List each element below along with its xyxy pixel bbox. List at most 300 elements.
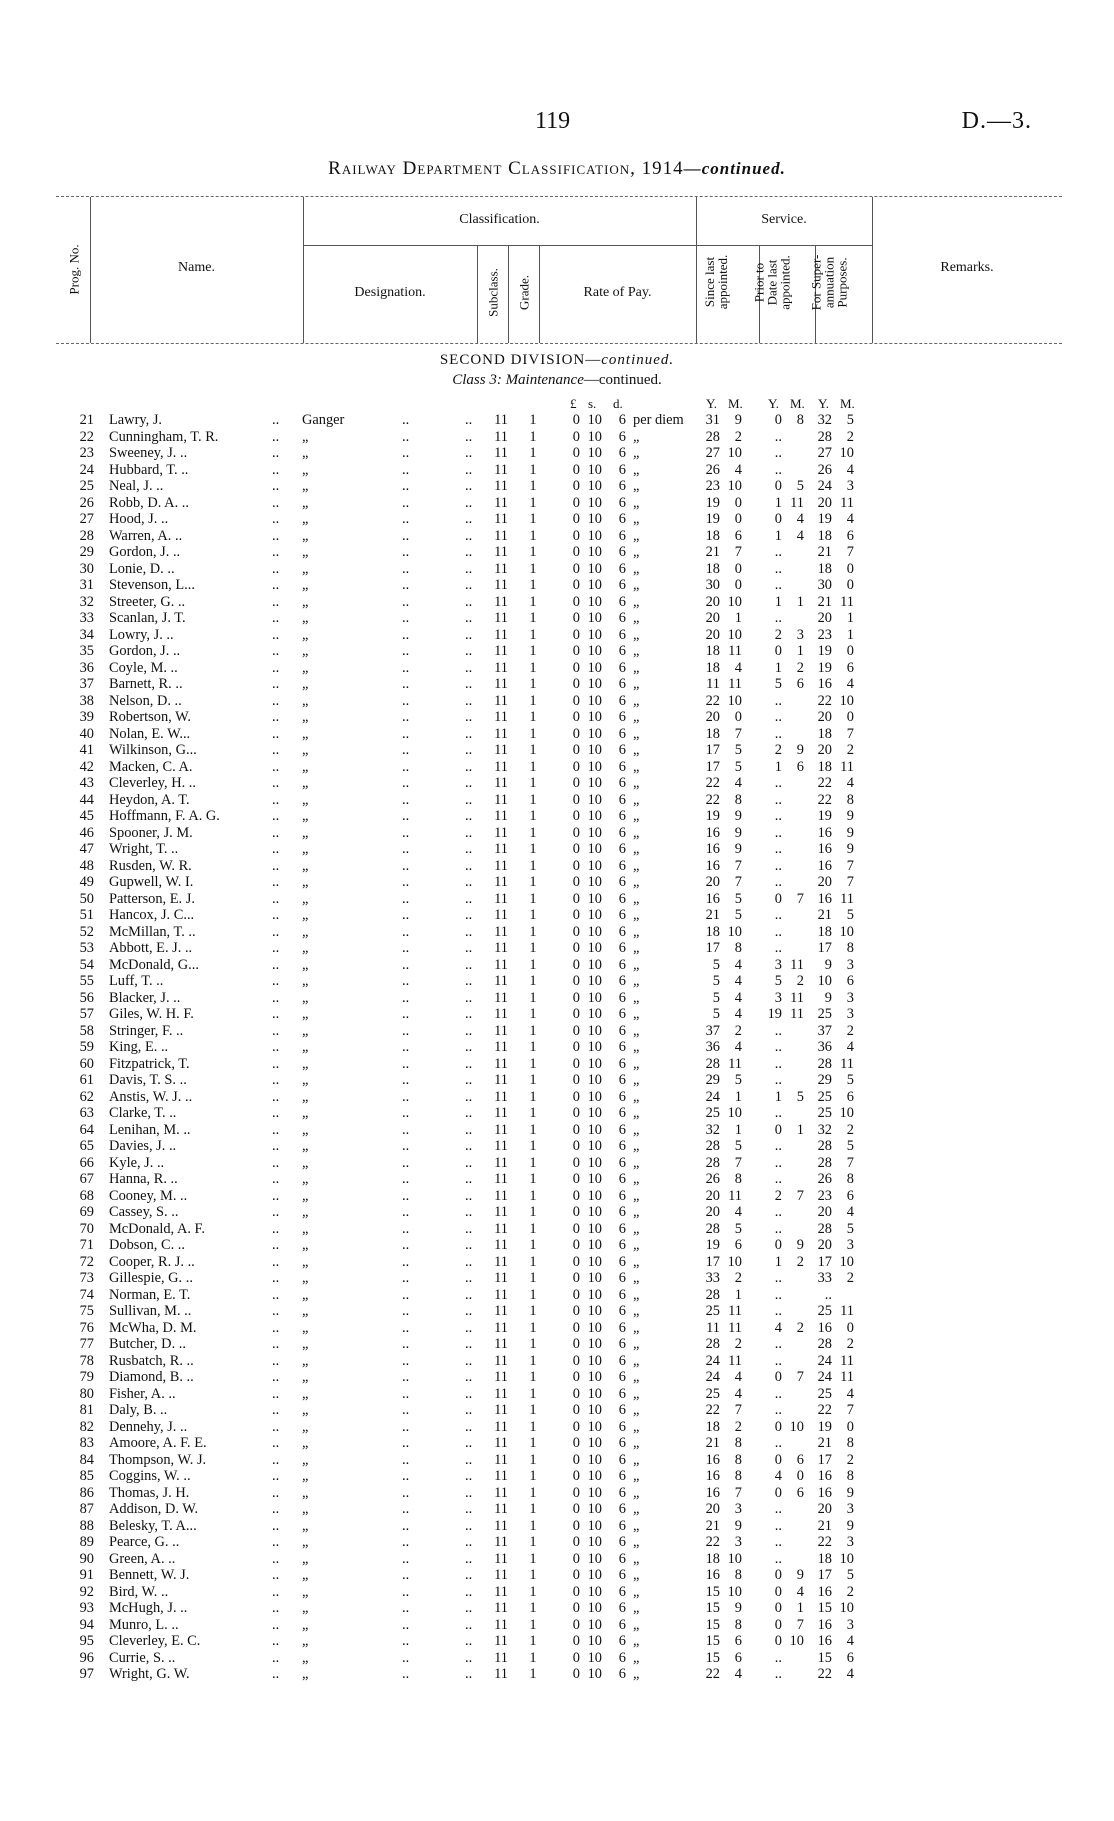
- employee-name: Sweeney, J. ..: [109, 445, 188, 461]
- leader-dots: ..: [402, 1534, 410, 1550]
- prior-years: 2: [774, 742, 782, 758]
- division-suffix: continued.: [601, 352, 675, 368]
- pay-shillings: 10: [587, 494, 602, 511]
- super-months: 9: [846, 841, 854, 857]
- prog-no: 37: [79, 676, 94, 692]
- pay-shillings: 10: [587, 1171, 602, 1187]
- super-months: 2: [846, 1121, 854, 1138]
- leader-dots: ..: [402, 1220, 410, 1237]
- leader-dots: ..: [272, 1204, 280, 1220]
- pay-period: „: [633, 857, 640, 874]
- super-years: 16: [817, 1583, 832, 1600]
- table-row: [0, 676, 1114, 693]
- designation: „: [302, 1567, 309, 1583]
- employee-name: Fitzpatrick, T.: [109, 1055, 190, 1072]
- header-prog-no: Prog. No.: [66, 244, 82, 295]
- super-years: 22: [817, 775, 832, 791]
- leader-dots: ..: [402, 1550, 410, 1567]
- leader-dots: ..: [272, 527, 280, 544]
- table-row: [0, 1188, 1114, 1205]
- grade: 1: [529, 1550, 537, 1567]
- pay-pounds: 0: [572, 1517, 580, 1534]
- pay-pence: 6: [618, 1550, 626, 1567]
- prior-years: ..: [774, 725, 782, 742]
- since-months: 10: [727, 478, 742, 494]
- table-row: [0, 1287, 1114, 1304]
- since-months: 4: [734, 659, 742, 676]
- leader-dots: ..: [465, 461, 473, 478]
- super-months: 2: [846, 1451, 854, 1468]
- since-months: 10: [727, 1583, 742, 1600]
- employee-name: Barnett, R. ..: [109, 676, 183, 692]
- super-months: 11: [840, 1369, 854, 1385]
- prog-no: 70: [79, 1220, 94, 1237]
- pay-pounds: 0: [572, 1270, 580, 1286]
- pay-period: „: [633, 1616, 640, 1633]
- pay-period: „: [633, 610, 640, 626]
- since-years: 5: [712, 973, 720, 989]
- pay-period: „: [633, 923, 640, 940]
- leader-dots: ..: [465, 1649, 473, 1666]
- prior-years: ..: [774, 1105, 782, 1121]
- super-months: 10: [839, 923, 854, 940]
- prog-no: 43: [79, 775, 94, 791]
- subclass: 11: [494, 511, 508, 527]
- pay-shillings: 10: [587, 758, 602, 775]
- employee-name: Daly, B. ..: [109, 1402, 168, 1418]
- pay-shillings: 10: [587, 1583, 602, 1600]
- prior-years: 3: [774, 989, 782, 1006]
- leader-dots: ..: [465, 511, 473, 527]
- prior-months: 5: [796, 1088, 804, 1105]
- since-years: 26: [705, 1171, 720, 1187]
- pay-period: „: [633, 494, 640, 511]
- since-months: 10: [727, 1253, 742, 1270]
- prior-years: ..: [774, 940, 782, 956]
- since-months: 10: [727, 923, 742, 940]
- employee-name: McDonald, G...: [109, 956, 199, 973]
- pay-pounds: 0: [572, 1204, 580, 1220]
- leader-dots: ..: [272, 1451, 280, 1468]
- pay-pounds: 0: [572, 989, 580, 1006]
- grade: 1: [529, 676, 537, 692]
- pay-pence: 6: [618, 428, 626, 445]
- pay-period: „: [633, 808, 640, 824]
- prog-no: 88: [79, 1517, 94, 1534]
- subclass: 11: [494, 709, 508, 725]
- grade: 1: [529, 1006, 537, 1022]
- designation: „: [302, 1484, 309, 1501]
- employee-name: Spooner, J. M.: [109, 824, 193, 841]
- since-years: 36: [705, 1039, 720, 1055]
- leader-dots: ..: [465, 1039, 473, 1055]
- grade: 1: [529, 1303, 537, 1319]
- super-months: 10: [839, 692, 854, 709]
- super-months: 7: [846, 544, 854, 560]
- leader-dots: ..: [465, 1006, 473, 1022]
- employee-name: Macken, C. A.: [109, 758, 193, 775]
- leader-dots: ..: [465, 692, 473, 709]
- employee-name: Fisher, A. ..: [109, 1385, 176, 1402]
- super-years: 19: [817, 1418, 832, 1435]
- leader-dots: ..: [402, 511, 410, 527]
- designation: „: [302, 1633, 309, 1649]
- pay-period: „: [633, 1006, 640, 1022]
- since-months: 5: [734, 1072, 742, 1088]
- prog-no: 78: [79, 1352, 94, 1369]
- prior-years: ..: [774, 791, 782, 808]
- pay-pounds: 0: [572, 907, 580, 923]
- subclass: 11: [494, 1418, 508, 1435]
- table-row: [0, 775, 1114, 792]
- prog-no: 96: [79, 1649, 94, 1666]
- subclass: 11: [494, 478, 508, 494]
- since-months: 8: [734, 1171, 742, 1187]
- leader-dots: ..: [272, 659, 280, 676]
- pay-pounds: 0: [572, 1022, 580, 1039]
- table-row: [0, 1551, 1114, 1568]
- grade: 1: [529, 511, 537, 527]
- table-row: [0, 1584, 1114, 1601]
- since-years: 18: [705, 923, 720, 940]
- since-months: 4: [734, 775, 742, 791]
- leader-dots: ..: [402, 1402, 410, 1418]
- super-years: 19: [817, 643, 832, 659]
- grade: 1: [529, 1649, 537, 1666]
- super-months: 1: [846, 626, 854, 643]
- employee-name: Patterson, E. J.: [109, 890, 195, 907]
- grade: 1: [529, 1501, 537, 1517]
- pay-pounds: 0: [572, 1402, 580, 1418]
- employee-name: Belesky, T. A...: [109, 1517, 197, 1534]
- prior-months: 2: [796, 659, 804, 676]
- super-months: 4: [846, 511, 854, 527]
- super-months: 5: [846, 907, 854, 923]
- table-row: [0, 1171, 1114, 1188]
- leader-dots: ..: [272, 445, 280, 461]
- pay-shillings: 10: [587, 412, 602, 428]
- leader-dots: ..: [465, 1088, 473, 1105]
- subclass: 11: [494, 1550, 508, 1567]
- super-months: 3: [846, 1616, 854, 1633]
- table-body: [0, 412, 1114, 1683]
- since-years: 23: [705, 478, 720, 494]
- prior-months: 2: [796, 973, 804, 989]
- since-years: 18: [705, 527, 720, 544]
- super-months: 4: [846, 461, 854, 478]
- subclass: 11: [494, 841, 508, 857]
- pay-pence: 6: [618, 791, 626, 808]
- designation: „: [302, 725, 309, 742]
- designation: „: [302, 824, 309, 841]
- super-months: 0: [846, 1418, 854, 1435]
- grade: 1: [529, 923, 537, 940]
- prior-years: ..: [774, 1336, 782, 1352]
- super-years: 16: [817, 1484, 832, 1501]
- prog-no: 34: [79, 626, 94, 643]
- leader-dots: ..: [272, 940, 280, 956]
- subclass: 11: [494, 874, 508, 890]
- table-row: [0, 1666, 1114, 1683]
- prog-no: 69: [79, 1204, 94, 1220]
- employee-name: Hood, J. ..: [109, 511, 169, 527]
- leader-dots: ..: [465, 890, 473, 907]
- since-years: 28: [705, 1286, 720, 1303]
- employee-name: Norman, E. T.: [109, 1286, 191, 1303]
- employee-name: Cleverley, E. C.: [109, 1633, 201, 1649]
- pay-period: „: [633, 1055, 640, 1072]
- prog-no: 62: [79, 1088, 94, 1105]
- pay-pounds: 0: [572, 709, 580, 725]
- employee-name: Neal, J. ..: [109, 478, 164, 494]
- pay-pounds: 0: [572, 758, 580, 775]
- since-years: 15: [705, 1649, 720, 1666]
- pay-pounds: 0: [572, 659, 580, 676]
- pay-pounds: 0: [572, 676, 580, 692]
- since-years: 25: [705, 1105, 720, 1121]
- class-label: Class 3:: [452, 372, 506, 388]
- pay-shillings: 10: [587, 956, 602, 973]
- pay-period: „: [633, 1468, 640, 1484]
- employee-name: Dennehy, J. ..: [109, 1418, 188, 1435]
- leader-dots: ..: [402, 956, 410, 973]
- employee-name: Addison, D. W.: [109, 1501, 199, 1517]
- super-months: 6: [846, 659, 854, 676]
- super-years: 19: [817, 511, 832, 527]
- pay-period: „: [633, 1088, 640, 1105]
- section-subtitle: [0, 372, 1114, 389]
- grade: 1: [529, 1138, 537, 1154]
- pay-pence: 6: [618, 709, 626, 725]
- prior-years: ..: [774, 1352, 782, 1369]
- grade: 1: [529, 1352, 537, 1369]
- leader-dots: ..: [465, 1286, 473, 1303]
- subclass: 11: [494, 758, 508, 775]
- designation: „: [302, 1220, 309, 1237]
- subclass: 11: [494, 1154, 508, 1171]
- subclass: 11: [494, 742, 508, 758]
- subclass: 11: [494, 1303, 508, 1319]
- leader-dots: ..: [272, 775, 280, 791]
- pay-period: „: [633, 659, 640, 676]
- prog-no: 68: [79, 1187, 94, 1204]
- pay-pounds: 0: [572, 1567, 580, 1583]
- leader-dots: ..: [272, 874, 280, 890]
- super-years: 36: [817, 1039, 832, 1055]
- table-row: [0, 1089, 1114, 1106]
- leader-dots: ..: [272, 808, 280, 824]
- leader-dots: ..: [465, 1435, 473, 1451]
- header-subclass: Subclass.: [485, 268, 501, 317]
- super-years: 20: [817, 1237, 832, 1253]
- pay-pence: 6: [618, 940, 626, 956]
- prior-years: 5: [774, 973, 782, 989]
- pay-period: „: [633, 428, 640, 445]
- super-months: 5: [846, 1220, 854, 1237]
- leader-dots: ..: [465, 1369, 473, 1385]
- grade: 1: [529, 1633, 537, 1649]
- since-months: 10: [727, 445, 742, 461]
- leader-dots: ..: [465, 1418, 473, 1435]
- since-months: 4: [734, 1039, 742, 1055]
- grade: 1: [529, 1616, 537, 1633]
- prior-years: ..: [774, 808, 782, 824]
- since-years: 16: [705, 824, 720, 841]
- title-suffix: —continued.: [683, 159, 786, 178]
- table-row: [0, 841, 1114, 858]
- since-months: 9: [734, 808, 742, 824]
- since-months: 1: [734, 1121, 742, 1138]
- prior-months: 9: [796, 1567, 804, 1583]
- table-row: [0, 1270, 1114, 1287]
- pay-pounds: 0: [572, 742, 580, 758]
- pay-shillings: 10: [587, 1220, 602, 1237]
- grade: 1: [529, 1385, 537, 1402]
- super-years: 28: [817, 1138, 832, 1154]
- table-row: [0, 594, 1114, 611]
- subclass: 11: [494, 1468, 508, 1484]
- pay-pence: 6: [618, 1171, 626, 1187]
- pay-pounds: 0: [572, 857, 580, 874]
- prior-years: ..: [774, 1385, 782, 1402]
- pay-pounds: 0: [572, 1451, 580, 1468]
- designation: „: [302, 659, 309, 676]
- title-main: Railway Department Classification, 1914: [328, 158, 684, 179]
- prog-no: 82: [79, 1418, 94, 1435]
- super-years: 26: [817, 461, 832, 478]
- leader-dots: ..: [402, 1006, 410, 1022]
- designation: „: [302, 610, 309, 626]
- leader-dots: ..: [402, 445, 410, 461]
- leader-dots: ..: [402, 1649, 410, 1666]
- pay-shillings: 10: [587, 1550, 602, 1567]
- grade: 1: [529, 1418, 537, 1435]
- designation: „: [302, 956, 309, 973]
- designation: „: [302, 1237, 309, 1253]
- prog-no: 94: [79, 1616, 94, 1633]
- pay-pounds: 0: [572, 445, 580, 461]
- leader-dots: ..: [402, 709, 410, 725]
- pay-pence: 6: [618, 1649, 626, 1666]
- pay-pounds: 0: [572, 1055, 580, 1072]
- grade: 1: [529, 527, 537, 544]
- table-row: [0, 660, 1114, 677]
- header-service: Service.: [761, 212, 807, 227]
- pay-shillings: 10: [587, 1187, 602, 1204]
- employee-name: Cooney, M. ..: [109, 1187, 188, 1204]
- prog-no: 60: [79, 1055, 94, 1072]
- pay-shillings: 10: [587, 1517, 602, 1534]
- pay-period: „: [633, 527, 640, 544]
- employee-name: Bird, W. ..: [109, 1583, 169, 1600]
- super-months: 5: [846, 1072, 854, 1088]
- employee-name: Currie, S. ..: [109, 1649, 176, 1666]
- since-years: 24: [705, 1369, 720, 1385]
- prog-no: 87: [79, 1501, 94, 1517]
- leader-dots: ..: [402, 643, 410, 659]
- super-months: 11: [840, 593, 854, 610]
- super-years: 15: [817, 1649, 832, 1666]
- prog-no: 91: [79, 1567, 94, 1583]
- prog-no: 63: [79, 1105, 94, 1121]
- pay-pence: 6: [618, 1319, 626, 1336]
- since-years: 20: [705, 610, 720, 626]
- pay-pounds: 0: [572, 1237, 580, 1253]
- subclass: 11: [494, 1583, 508, 1600]
- super-months: 3: [846, 1501, 854, 1517]
- leader-dots: ..: [402, 1385, 410, 1402]
- super-months: 4: [846, 1633, 854, 1649]
- super-years: 18: [817, 1550, 832, 1567]
- since-months: 4: [734, 989, 742, 1006]
- leader-dots: ..: [465, 593, 473, 610]
- pay-shillings: 10: [587, 824, 602, 841]
- designation: „: [302, 1204, 309, 1220]
- since-years: 31: [705, 412, 720, 428]
- leader-dots: ..: [465, 1666, 473, 1682]
- grade: 1: [529, 1121, 537, 1138]
- pay-shillings: 10: [587, 1369, 602, 1385]
- pay-period: „: [633, 989, 640, 1006]
- prog-no: 59: [79, 1039, 94, 1055]
- leader-dots: ..: [402, 758, 410, 775]
- super-months: 11: [840, 890, 854, 907]
- leader-dots: ..: [272, 1088, 280, 1105]
- prog-no: 39: [79, 709, 94, 725]
- pay-shillings: 10: [587, 1666, 602, 1682]
- pay-pounds: 0: [572, 1336, 580, 1352]
- designation: „: [302, 1550, 309, 1567]
- super-years: 29: [817, 1072, 832, 1088]
- pay-period: „: [633, 1583, 640, 1600]
- employee-name: Lenihan, M. ..: [109, 1121, 191, 1138]
- table-row: [0, 973, 1114, 990]
- super-months: 2: [846, 742, 854, 758]
- pay-shillings: 10: [587, 1501, 602, 1517]
- prior-years: ..: [774, 907, 782, 923]
- pay-shillings: 10: [587, 1402, 602, 1418]
- grade: 1: [529, 1666, 537, 1682]
- leader-dots: ..: [272, 725, 280, 742]
- super-years: 28: [817, 1220, 832, 1237]
- leader-dots: ..: [272, 1435, 280, 1451]
- subclass: 11: [494, 857, 508, 874]
- grade: 1: [529, 412, 537, 428]
- super-years: 21: [817, 544, 832, 560]
- pay-pounds: 0: [572, 1501, 580, 1517]
- pay-pence: 6: [618, 1154, 626, 1171]
- pay-pence: 6: [618, 577, 626, 593]
- subclass: 11: [494, 1616, 508, 1633]
- since-years: 28: [705, 1220, 720, 1237]
- pay-period: „: [633, 742, 640, 758]
- leader-dots: ..: [465, 1138, 473, 1154]
- prog-no: 75: [79, 1303, 94, 1319]
- leader-dots: ..: [272, 1567, 280, 1583]
- pay-pounds: 0: [572, 1138, 580, 1154]
- leader-dots: ..: [465, 1600, 473, 1616]
- since-months: 8: [734, 1468, 742, 1484]
- subclass: 11: [494, 412, 508, 428]
- leader-dots: ..: [465, 577, 473, 593]
- pay-pence: 6: [618, 1385, 626, 1402]
- pay-period: „: [633, 1022, 640, 1039]
- prog-no: 47: [79, 841, 94, 857]
- pay-pounds: 0: [572, 775, 580, 791]
- subclass: 11: [494, 1088, 508, 1105]
- table-row: [0, 643, 1114, 660]
- table-row: [0, 544, 1114, 561]
